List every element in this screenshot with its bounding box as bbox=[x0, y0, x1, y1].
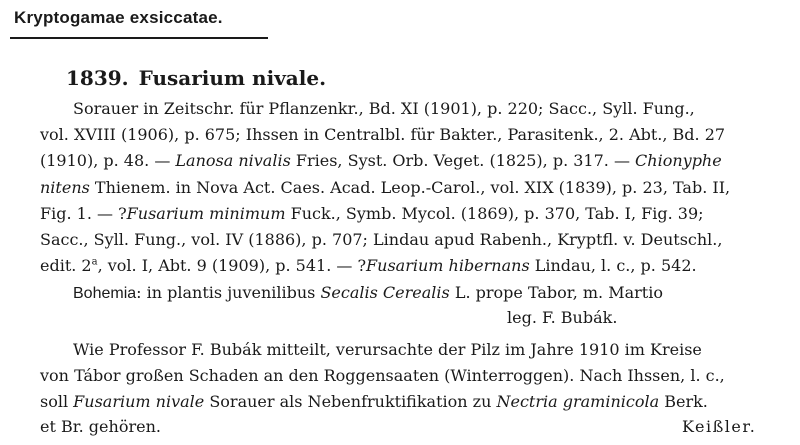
citation-line-2: vol. XVIII (1906), p. 675; Ihssen in Centralbl. für Bakter., Parasitenk., 2. Abt., Bd. 27 bbox=[40, 125, 726, 144]
synonym-fusarium-hibernans: Fusarium hibernans bbox=[366, 256, 530, 275]
citation-line-6: Sacc., Syll. Fung., vol. IV (1886), p. 707; Lindau apud Rabenh., Kryptfl. v. Deutschl., bbox=[40, 230, 723, 249]
species-name: Fusarium nivale. bbox=[138, 66, 327, 90]
citation-line-3: (1910), p. 48. — Lanosa nivalis Fries, Syst. Orb. Veget. (1825), p. 317. — Chionyphe bbox=[40, 151, 722, 170]
series-title: Kryptogamae exsiccatae. bbox=[14, 8, 223, 27]
citation-line-5: Fig. 1. — ?Fusarium minimum Fuck., Symb. Mycol. (1869), p. 370, Tab. I, Fig. 39; bbox=[40, 204, 704, 223]
synonym-lanosa: Lanosa nivalis bbox=[175, 151, 291, 170]
synonym-chionyphe: Chionyphe bbox=[635, 151, 722, 170]
note-line-4: et Br. gehören. Keißler. bbox=[40, 417, 757, 436]
synonym-fusarium-minimum: Fusarium minimum bbox=[126, 204, 286, 223]
note-line-3: soll Fusarium nivale Sorauer als Nebenfruktifikation zu Nectria graminicola Berk. bbox=[40, 392, 708, 411]
entry-number: 1839. bbox=[66, 66, 129, 90]
citation-line-7: edit. 2$^a$, vol. I, Abt. 9 (1909), p. 541. — ?Fusarium hibernans Lindau, l. c., p. 542. bbox=[40, 256, 697, 275]
note-line-2: von Tábor großen Schaden an den Roggensaaten (Winterroggen). Nach Ihssen, l. c., bbox=[40, 366, 725, 385]
nectria-graminicola: Nectria graminicola bbox=[496, 392, 660, 411]
note-line-1: Wie Professor F. Bubák mitteilt, verursachte der Pilz im Jahre 1910 im Kreise bbox=[73, 340, 702, 359]
citation-line-4: nitens Thienem. in Nova Act. Caes. Acad. Leop.-Carol., vol. XIX (1839), p. 23, Tab. II, bbox=[40, 178, 731, 197]
host-plant: Secalis Cerealis bbox=[320, 283, 450, 302]
author-signature: Keißler. bbox=[682, 417, 757, 436]
citation-line-1: Sorauer in Zeitschr. für Pflanzenkr., Bd. XI (1901), p. 220; Sacc., Syll. Fung., bbox=[73, 99, 695, 118]
collector-line: leg. F. Bubák. bbox=[507, 308, 618, 327]
locality-line: Bohemia: in plantis juvenilibus Secalis Cerealis L. prope Tabor, m. Martio bbox=[73, 283, 663, 302]
entry-title bbox=[66, 66, 326, 90]
series-header bbox=[10, 3, 268, 39]
locality-region: Bohemia bbox=[73, 285, 137, 302]
